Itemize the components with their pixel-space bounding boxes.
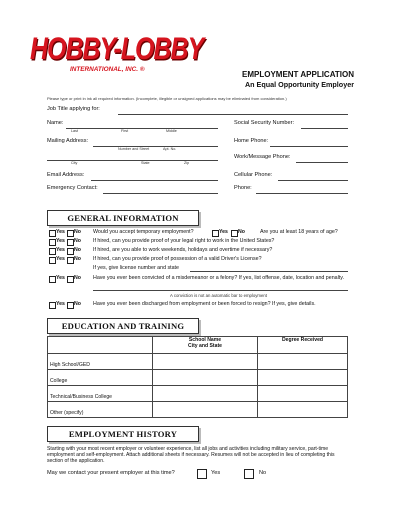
table-header-degree	[258, 337, 348, 354]
yes-label: Yes	[56, 256, 65, 262]
name-input[interactable]	[66, 128, 218, 129]
home-phone-input[interactable]	[270, 146, 348, 147]
yes-label: Yes	[56, 229, 65, 235]
form-subtitle: An Equal Opportunity Employer	[244, 80, 354, 89]
yes-label: Yes	[56, 301, 65, 307]
degree-cell[interactable]	[258, 354, 348, 370]
license-number-label: If yes, give license number and state	[93, 265, 179, 271]
question-weekend-hours: If hired, are you able to work weekends, holidays and overtime if necessary?	[93, 247, 273, 253]
company-logo	[30, 31, 204, 74]
table-row	[48, 386, 348, 402]
instructions-text: Please type or print in ink all required information. (Incomplete, illegible or unsigned applications may be eliminated from consideration.)	[47, 96, 287, 101]
contact-no-label: No	[259, 470, 267, 476]
ssn-input[interactable]	[301, 128, 348, 129]
question-discharged: Have you ever been discharged from employment or been forced to resign? If yes, give details.	[93, 301, 316, 307]
degree-cell[interactable]	[258, 370, 348, 386]
emergency-contact-input[interactable]	[103, 193, 218, 194]
weekend-hours-yes-checkbox[interactable]	[49, 248, 56, 255]
discharged-yes-checkbox[interactable]	[49, 302, 56, 309]
email-label: Email Address:	[47, 172, 85, 178]
yes-label: Yes	[56, 238, 65, 244]
education-row-label: Technical/Business College	[48, 386, 153, 402]
no-label: No	[238, 229, 245, 235]
yes-label: Yes	[56, 275, 65, 281]
drivers-license-no-checkbox[interactable]	[67, 257, 74, 264]
education-training-header: EDUCATION AND TRAINING	[47, 318, 199, 334]
no-label: No	[74, 229, 81, 235]
number-street-caption: Number and Street	[118, 147, 150, 151]
age-yes-checkbox[interactable]	[212, 230, 219, 237]
general-information-header: GENERAL INFORMATION	[47, 210, 199, 226]
school-name-header: School Name	[188, 337, 222, 343]
drivers-license-yes-checkbox[interactable]	[49, 257, 56, 264]
convicted-yes-checkbox[interactable]	[49, 276, 56, 283]
license-number-input[interactable]	[190, 271, 348, 272]
work-phone-label: Work/Message Phone:	[234, 154, 291, 160]
contact-employer-yes-box[interactable]	[197, 469, 207, 479]
table-row	[48, 402, 348, 418]
degree-header: Degree Received	[281, 337, 324, 343]
mailing-address-input[interactable]	[93, 146, 218, 147]
degree-cell[interactable]	[258, 402, 348, 418]
name-last-caption: Last	[71, 129, 78, 133]
contact-employer-no-box[interactable]	[244, 469, 254, 479]
legal-right-yes-checkbox[interactable]	[49, 239, 56, 246]
mailing-address-label: Mailing Address:	[47, 138, 89, 144]
yes-label: Yes	[219, 229, 228, 235]
city-caption: City	[71, 161, 78, 165]
zip-caption: Zip	[184, 161, 190, 165]
question-temporary-employment: Would you accept temporary employment?	[93, 229, 194, 235]
convicted-no-checkbox[interactable]	[67, 276, 74, 283]
emergency-contact-label: Emergency Contact:	[47, 185, 98, 191]
table-header-school	[153, 337, 258, 354]
conviction-note: A conviction is not an automatic bar to employment	[170, 293, 267, 298]
yes-label: Yes	[56, 247, 65, 253]
logo-sub-text: INTERNATIONAL, INC. ®	[70, 66, 145, 73]
state-caption: State	[141, 161, 150, 165]
job-title-label: Job Title applying for:	[47, 106, 100, 112]
ssn-label: Social Security Number:	[234, 120, 294, 126]
logo-main-text: HOBBY-LOBBY	[30, 31, 204, 67]
work-phone-input[interactable]	[296, 162, 348, 163]
conviction-details-input[interactable]	[93, 290, 348, 291]
table-row	[48, 370, 348, 386]
education-row-label: College	[48, 370, 153, 386]
weekend-hours-no-checkbox[interactable]	[67, 248, 74, 255]
education-row-label: High School/GED	[48, 354, 153, 370]
discharged-no-checkbox[interactable]	[67, 302, 74, 309]
name-label: Name:	[47, 120, 64, 126]
cell-phone-input[interactable]	[278, 180, 348, 181]
form-title: EMPLOYMENT APPLICATION	[242, 70, 354, 79]
question-convicted: Have you ever been convicted of a misdemeanor or a felony? If yes, list offense, date, location and penalty.	[93, 275, 344, 281]
temp-employment-no-checkbox[interactable]	[67, 230, 74, 237]
table-header-row	[48, 337, 348, 354]
contact-employer-question: May we contact your present employer at this time?	[47, 470, 175, 476]
cell-phone-label: Cellular Phone:	[234, 172, 273, 178]
employment-instructions: Starting with your most recent employer or volunteer experience, list all jobs and activities including military service, part-time employment and self-employment. Attach additional sheets if necessary. Resumes will not be accepted in lieu of completing this section of the application.	[47, 446, 335, 464]
question-age: Are you at least 18 years of age?	[260, 229, 338, 235]
no-label: No	[74, 275, 81, 281]
legal-right-no-checkbox[interactable]	[67, 239, 74, 246]
email-input[interactable]	[91, 180, 218, 181]
no-label: No	[74, 256, 81, 262]
table-row	[48, 354, 348, 370]
job-title-input[interactable]	[118, 114, 348, 115]
phone-label: Phone:	[234, 185, 252, 191]
education-row-label: Other (specify)	[48, 402, 153, 418]
table-header-blank	[48, 337, 153, 354]
school-cell[interactable]	[153, 386, 258, 402]
age-no-checkbox[interactable]	[231, 230, 238, 237]
question-legal-right: If hired, can you provide proof of your legal right to work in the United States?	[93, 238, 275, 244]
degree-cell[interactable]	[258, 386, 348, 402]
school-cell[interactable]	[153, 370, 258, 386]
school-cell[interactable]	[153, 402, 258, 418]
education-table	[47, 336, 348, 418]
home-phone-label: Home Phone:	[234, 138, 269, 144]
phone-input[interactable]	[256, 193, 348, 194]
name-middle-caption: Middle	[166, 129, 177, 133]
name-first-caption: First	[121, 129, 129, 133]
no-label: No	[74, 247, 81, 253]
no-label: No	[74, 301, 81, 307]
no-label: No	[74, 238, 81, 244]
employment-history-header: EMPLOYMENT HISTORY	[47, 426, 199, 442]
temp-employment-yes-checkbox[interactable]	[49, 230, 56, 237]
school-cell[interactable]	[153, 354, 258, 370]
contact-yes-label: Yes	[211, 470, 221, 476]
question-drivers-license: If hired, can you provide proof of possession of a valid Driver's License?	[93, 256, 262, 262]
city-state-header: City and State	[188, 343, 222, 349]
apt-no-caption: Apt. No.	[163, 147, 177, 151]
